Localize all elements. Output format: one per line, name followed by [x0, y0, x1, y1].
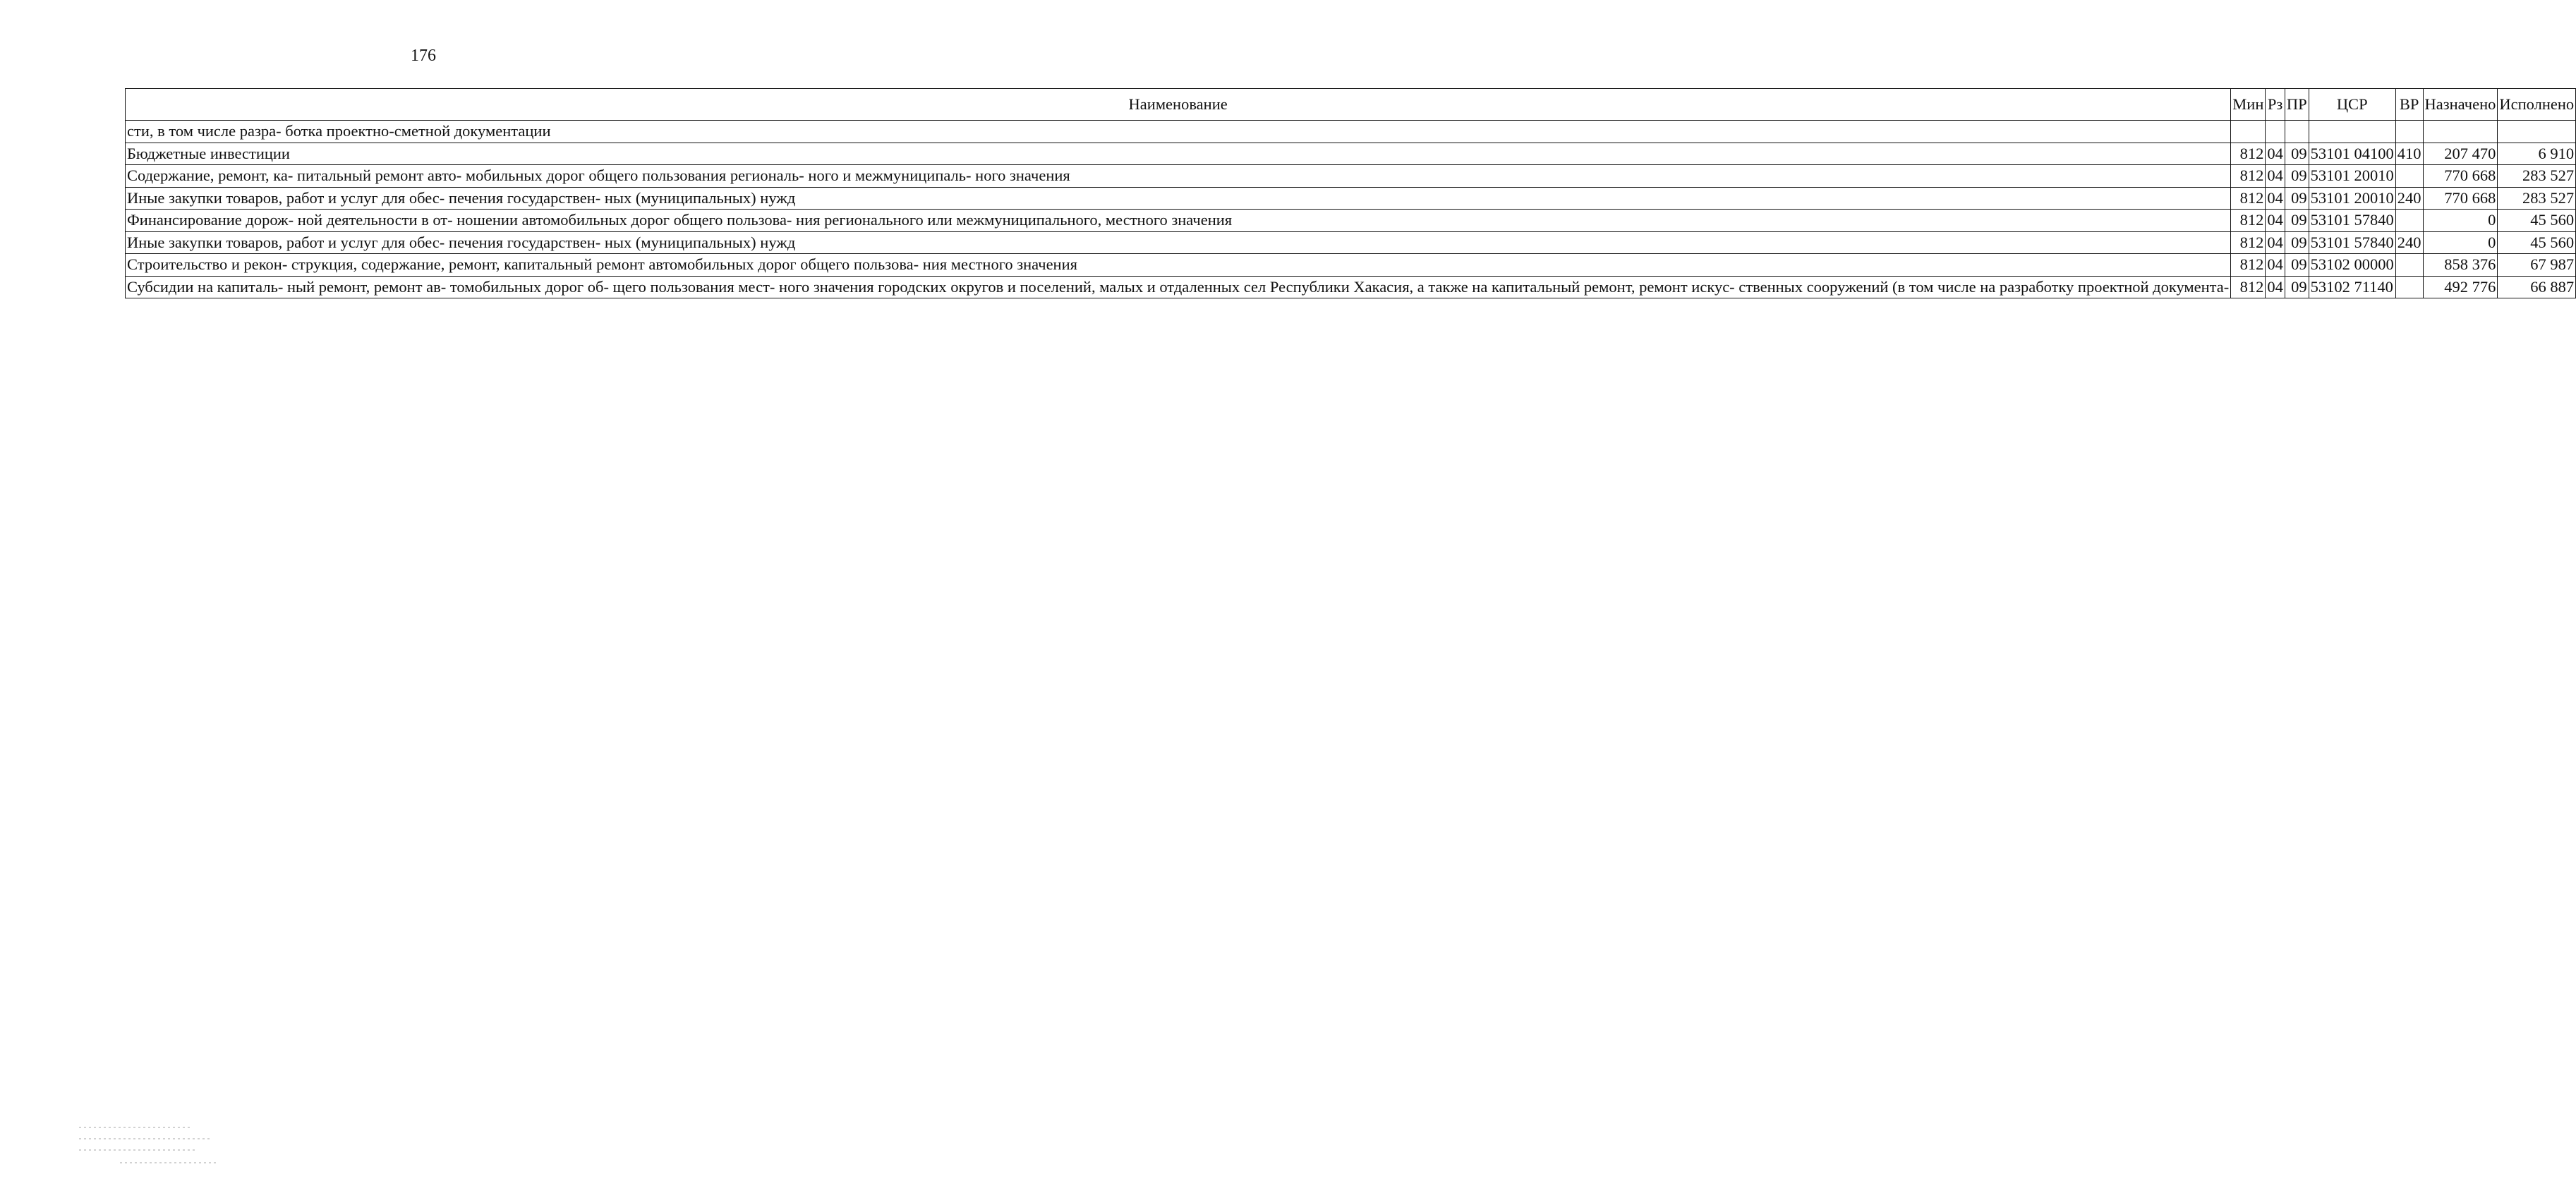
table-row — [126, 143, 2576, 165]
row-name: Субсидии на капиталь- ный ремонт, ремонт ав- томобильных дорог об- щего пользования мест- ного значения городских округов и поселений, малых и отдаленных сел Республики Хакасия, а также на капитальный ремонт, ремонт искус- ственных сооружений (в том числе на разработку проектной документа- — [126, 276, 2231, 298]
row-name: Содержание, ремонт, ка- питальный ремонт авто- мобильных дорог общего пользования региональ- ного и межмуниципаль- ного значения — [126, 165, 2231, 188]
col-header-csr: ЦСР — [2309, 89, 2395, 121]
table-row — [126, 231, 2576, 254]
row-assigned: 492 776 — [2423, 276, 2498, 298]
row-csr: 53101 20010 — [2309, 187, 2395, 210]
row-assigned: 0 — [2423, 231, 2498, 254]
table-row — [126, 165, 2576, 188]
row-pr: 09 — [2285, 187, 2309, 210]
row-csr: 53101 57840 — [2309, 210, 2395, 232]
row-assigned: 0 — [2423, 210, 2498, 232]
stamp-artifact-icon — [78, 1120, 233, 1170]
table-row — [126, 121, 2576, 143]
row-assigned: 858 376 — [2423, 254, 2498, 277]
row-vr: 410 — [2395, 143, 2423, 165]
row-csr: 53101 04100 — [2309, 143, 2395, 165]
col-header-executed: Исполнено — [2498, 89, 2576, 121]
row-executed: 66 887 — [2498, 276, 2576, 298]
row-name: Иные закупки товаров, работ и услуг для обес- печения государствен- ных (муниципальных) нужд — [126, 231, 2231, 254]
col-header-min: Мин — [2231, 89, 2266, 121]
row-csr: 53101 57840 — [2309, 231, 2395, 254]
row-assigned: 770 668 — [2423, 165, 2498, 188]
row-rz: 04 — [2266, 254, 2285, 277]
row-vr — [2395, 121, 2423, 143]
row-pr — [2285, 121, 2309, 143]
row-vr — [2395, 210, 2423, 232]
col-header-rz: Рз — [2266, 89, 2285, 121]
table-row — [126, 187, 2576, 210]
row-rz: 04 — [2266, 187, 2285, 210]
row-min: 812 — [2231, 231, 2266, 254]
table-row — [126, 210, 2576, 232]
row-pr: 09 — [2285, 276, 2309, 298]
row-assigned: 207 470 — [2423, 143, 2498, 165]
row-min: 812 — [2231, 165, 2266, 188]
row-rz — [2266, 121, 2285, 143]
row-pr: 09 — [2285, 254, 2309, 277]
row-name: Иные закупки товаров, работ и услуг для обес- печения государствен- ных (муниципальных) нужд — [126, 187, 2231, 210]
row-executed: 283 527 — [2498, 165, 2576, 188]
row-min: 812 — [2231, 187, 2266, 210]
row-min: 812 — [2231, 276, 2266, 298]
row-executed: 283 527 — [2498, 187, 2576, 210]
row-name: Бюджетные инвестиции — [126, 143, 2231, 165]
row-vr — [2395, 254, 2423, 277]
row-min: 812 — [2231, 254, 2266, 277]
row-rz: 04 — [2266, 165, 2285, 188]
col-header-assigned: Назначено — [2423, 89, 2498, 121]
faded-stamp-mark — [78, 1120, 233, 1170]
row-rz: 04 — [2266, 276, 2285, 298]
row-rz: 04 — [2266, 143, 2285, 165]
row-vr: 240 — [2395, 187, 2423, 210]
row-name: сти, в том числе разра- ботка проектно-сметной документации — [126, 121, 2231, 143]
row-executed: 45 560 — [2498, 231, 2576, 254]
row-pr: 09 — [2285, 231, 2309, 254]
header-row — [126, 89, 2576, 121]
row-pr: 09 — [2285, 210, 2309, 232]
row-executed: 45 560 — [2498, 210, 2576, 232]
row-vr — [2395, 165, 2423, 188]
col-header-vr: ВР — [2395, 89, 2423, 121]
row-vr: 240 — [2395, 231, 2423, 254]
row-executed — [2498, 121, 2576, 143]
row-vr — [2395, 276, 2423, 298]
col-header-pr: ПР — [2285, 89, 2309, 121]
row-pr: 09 — [2285, 143, 2309, 165]
row-name: Финансирование дорож- ной деятельности в от- ношении автомобильных дорог общего пользова- ния регионального или межмуниципального, местного значения — [126, 210, 2231, 232]
row-min: 812 — [2231, 210, 2266, 232]
row-executed: 6 910 — [2498, 143, 2576, 165]
row-csr: 53102 00000 — [2309, 254, 2395, 277]
row-csr — [2309, 121, 2395, 143]
row-csr: 53101 20010 — [2309, 165, 2395, 188]
row-assigned — [2423, 121, 2498, 143]
row-min — [2231, 121, 2266, 143]
row-csr: 53102 71140 — [2309, 276, 2395, 298]
table-row — [126, 254, 2576, 277]
row-rz: 04 — [2266, 210, 2285, 232]
row-min: 812 — [2231, 143, 2266, 165]
row-name: Строительство и рекон- струкция, содержание, ремонт, капитальный ремонт автомобильных дорог общего пользова- ния местного значения — [126, 254, 2231, 277]
col-header-name: Наименование — [126, 89, 2231, 121]
row-rz: 04 — [2266, 231, 2285, 254]
budget-table — [125, 88, 2576, 298]
row-pr: 09 — [2285, 165, 2309, 188]
table-row — [126, 276, 2576, 298]
row-assigned: 770 668 — [2423, 187, 2498, 210]
row-executed: 67 987 — [2498, 254, 2576, 277]
page-number: 176 — [411, 47, 436, 65]
